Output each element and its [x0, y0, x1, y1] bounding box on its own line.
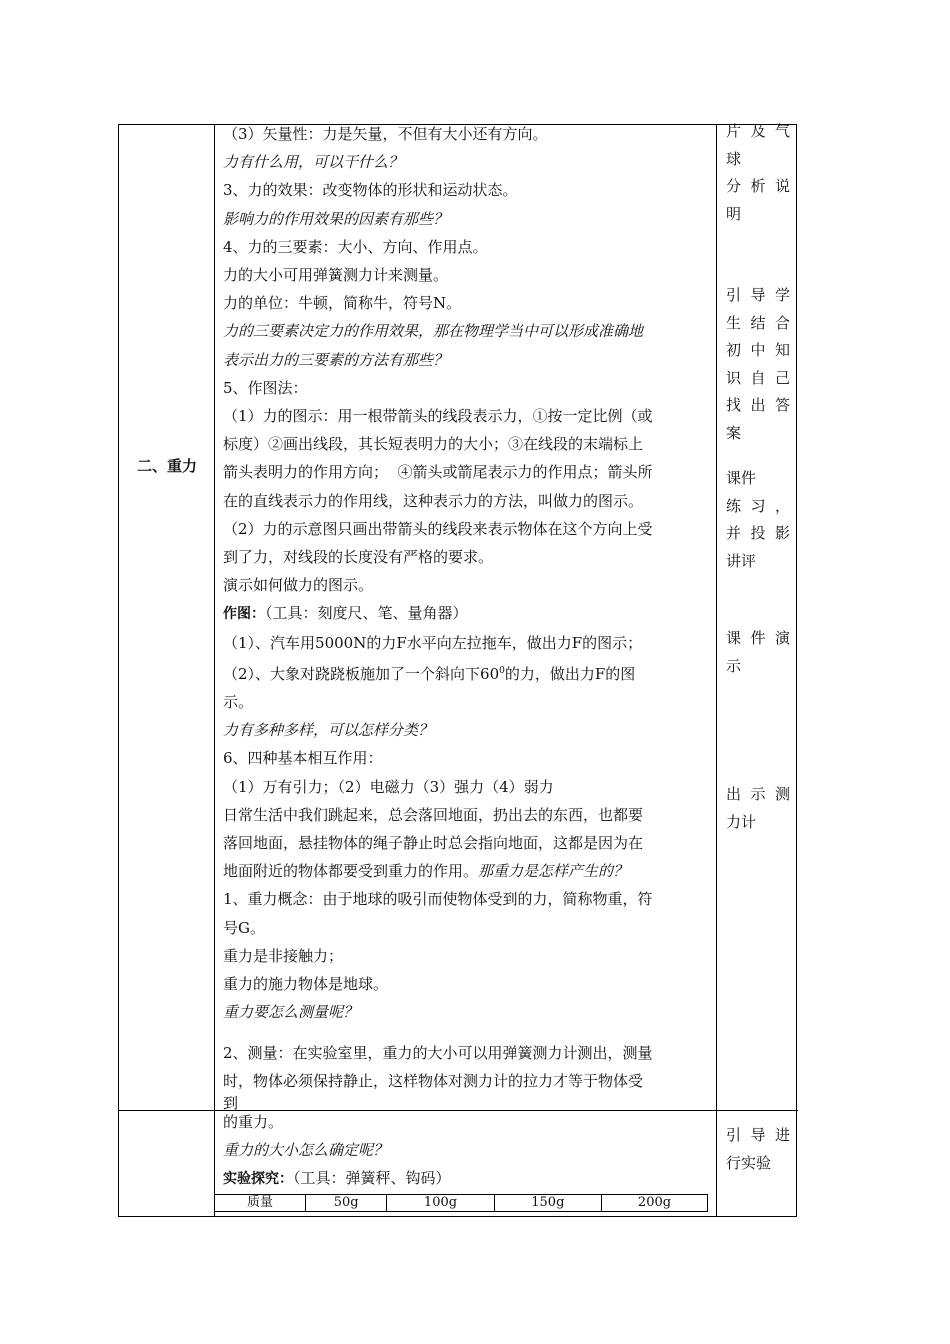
question-inline: 那重力是怎样产生的？: [478, 862, 629, 881]
table-row: [215, 1195, 708, 1212]
text-line: 落回地面，悬挂物体的绳子静止时总会指向地面，这都是因为在: [223, 834, 644, 853]
table-header-cell: 质量: [215, 1195, 306, 1212]
text-line: [223, 1164, 711, 1193]
text-line: 的重力。: [223, 1113, 284, 1131]
lesson-content-continued: [223, 1108, 711, 1194]
text-line: 示。: [223, 693, 254, 712]
question-line: 影响力的作用效果的因素有那些？: [223, 209, 449, 228]
degree-sup: 0: [499, 665, 505, 676]
text-line: 2、测量：在实验室里，重力的大小可以用弹簧测力计测出，测量: [223, 1043, 653, 1062]
teaching-note: 引导进 行实验: [726, 1126, 790, 1172]
table-cell: 50g: [306, 1195, 387, 1212]
section-title: 二、重力: [136, 457, 197, 475]
text-line: 日常生活中我们跳起来，总会落回地面，扔出去的东西，也都要: [223, 805, 644, 824]
lesson-content: [223, 120, 711, 1111]
teaching-note: 课件 练习， 并投影 讲评: [726, 469, 790, 570]
draw-label: 作图：: [223, 606, 265, 623]
text-line: [223, 599, 711, 628]
question-line: 力的三要素决定力的作用效果，那在物理学当中可以形成准确地: [223, 322, 644, 341]
text-line: （2）、大象对跷跷板施加了一个斜向下$60^0$的力，做出力F的图: [223, 664, 636, 683]
text-line: 号G。: [223, 918, 265, 937]
text-line: 箭头表明力的作用方向； ④箭头或箭尾表示力的作用点；箭头所: [223, 463, 653, 482]
text-line: 3、力的效果：改变物体的形状和运动状态。: [223, 181, 518, 200]
text-line: （3）矢量性：力是矢量，不但有大小还有方向。: [223, 125, 548, 143]
text-line: 地面附近的物体都要受到重力的作用。那重力是怎样产生的？: [223, 862, 629, 881]
text-line: 到: [223, 1093, 239, 1112]
table-cell: 100g: [387, 1195, 494, 1212]
text-line: 6、四种基本相互作用：: [223, 749, 383, 768]
text-line: 重力是非接触力；: [223, 946, 344, 965]
teaching-note: 出示测 力计: [726, 785, 790, 831]
experiment-label: 实验探究：: [223, 1171, 293, 1188]
question-line: 力有什么用，可以干什么？: [223, 153, 404, 172]
experiment-tools: （工具：弹簧秤、钩码）: [293, 1169, 451, 1188]
question-line: 力有多种多样，可以怎样分类？: [223, 721, 434, 740]
text-line: 演示如何做力的图示。: [223, 576, 374, 595]
text-line: 5、作图法：: [223, 378, 308, 397]
text-line: （1）、汽车用5000N的力F水平向左拉拖车，做出力F的图示；: [223, 633, 643, 652]
table-cell: 150g: [494, 1195, 601, 1212]
text-line: 重力的施力物体是地球。: [223, 975, 389, 994]
teaching-note: 引导学 生结合 初中知 识自己 找出答 案: [726, 286, 790, 442]
text-line: 时，物体必须保持静止，这样物体对测力计的拉力才等于物体受: [223, 1071, 644, 1090]
mass-table: [214, 1194, 708, 1212]
column-divider: [214, 125, 215, 1216]
question-line: 重力要怎么测量呢？: [223, 1003, 359, 1022]
question-line: 表示出力的三要素的方法有那些？: [223, 350, 449, 369]
teaching-note: 课件演 示: [726, 629, 790, 675]
text-line: 到了力，对线段的长度没有严格的要求。: [223, 548, 494, 567]
text-line: 力的大小可用弹簧测力计来测量。: [223, 266, 449, 285]
table-cell: 200g: [602, 1195, 708, 1212]
draw-tools: （工具：刻度尺、笔、量角器）: [265, 604, 468, 623]
text-line: 在的直线表示力的作用线，这种表示力的方法，叫做力的图示。: [223, 491, 644, 510]
text-line: 4、力的三要素：大小、方向、作用点。: [223, 237, 488, 256]
text-line: （1）力的图示：用一根带箭头的线段表示力，①按一定比例（或: [223, 407, 653, 426]
text-line: 力的单位：牛顿，简称牛，符号N。: [223, 294, 462, 313]
teaching-note: 片及气 球: [726, 122, 790, 168]
text-line: （1）万有引力；（2）电磁力（3）强力（4）弱力: [223, 777, 554, 796]
text-line: （2）力的示意图只画出带箭头的线段来表示物体在这个方向上受: [223, 519, 653, 538]
question-line: 重力的大小怎么确定呢？: [223, 1141, 389, 1160]
column-divider: [716, 125, 717, 1216]
text-line: 标度）②画出线段，其长短表明力的大小；③在线段的末端标上: [223, 435, 644, 454]
lesson-table: [118, 124, 797, 1217]
teaching-note: 分析说 明: [726, 177, 790, 223]
text-line: 1、重力概念：由于地球的吸引而使物体受到的力，简称物重，符: [223, 890, 653, 909]
